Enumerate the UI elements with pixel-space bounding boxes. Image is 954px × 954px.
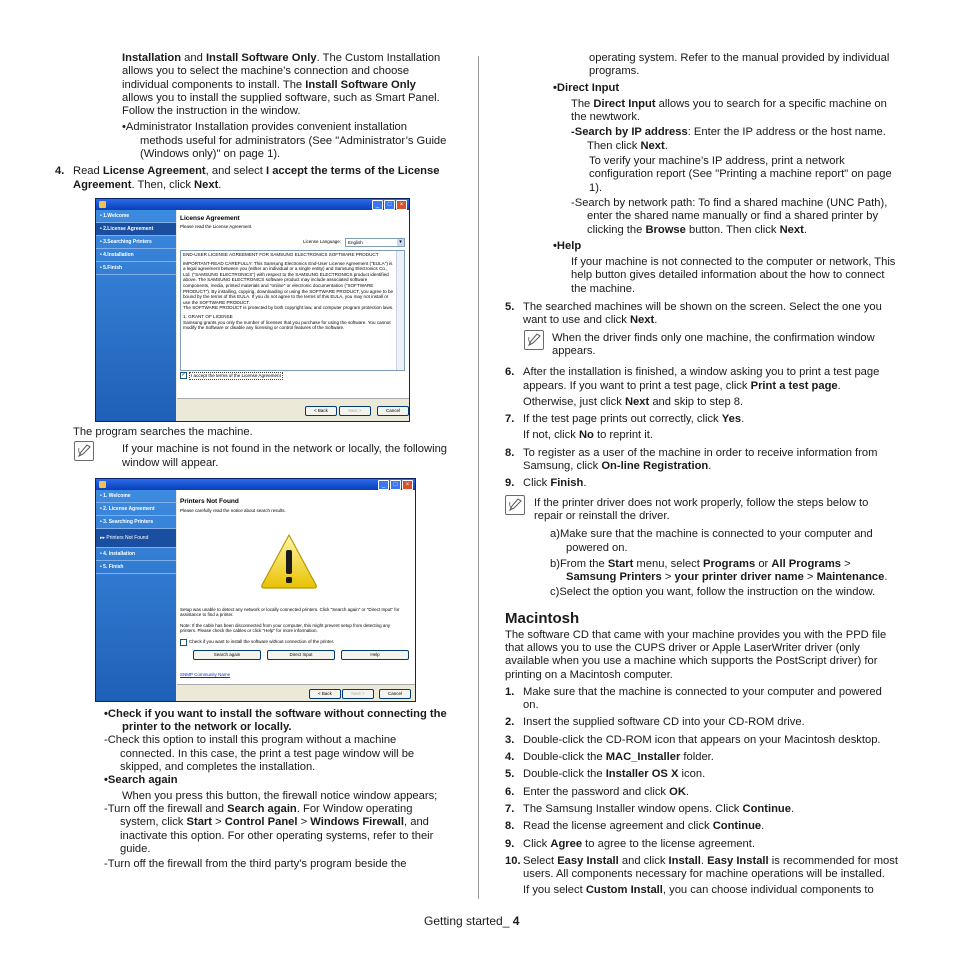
cancel-button[interactable]: Cancel	[377, 406, 409, 416]
mac-step-4: 4. Double-click the MAC_Installer folder.	[505, 751, 714, 764]
eula-body: IMPORTANT-READ CAREFULLY: This Samsung Electronics End-User License Agreement ("EULA") is a legal agreement between you (either an individual or a single entity) and Samsung Electronics Co., Ltd. ("SAMSUNG ELECTRONICS") with respect to the SAMSUNG ELECTRONICS product identified above. The SAMSUNG ELECTRONICS software product may include associated software components, media, printed materials and "online" or electronic documentation ("SOFTWARE PRODUCT"). By installing, copying, downloading or using the SOFTWARE PRODUCT, you agree to be bound by the terms of this EULA. If you do not agree to the terms of this EULA, you may not install or use the SOFTWARE PRODUCT.	[183, 260, 394, 305]
help-desc: If your machine is not connected to the computer or network, This help button gives detailed information about the how to connect the machine.	[571, 256, 896, 295]
eula-scrollbar[interactable]	[396, 251, 404, 370]
mac-step-7: 7. The Samsung Installer window opens. Click Continue.	[505, 802, 795, 815]
back-button-2[interactable]: < Back	[309, 689, 341, 699]
back-button[interactable]: < Back	[305, 406, 337, 416]
install-without-connect-label: Check if you want to install the software without connection of the printer.	[189, 639, 335, 645]
license-agreement-window	[95, 198, 410, 422]
next-button[interactable]: Next >	[339, 406, 371, 416]
mac-step-3: 3. Double-click the CD-ROM icon that appears on your Macintosh desktop.	[505, 733, 881, 746]
window-button-bar	[177, 398, 409, 421]
page-number: 4	[509, 914, 520, 928]
warning-icon	[259, 532, 319, 590]
maximize-icon-2[interactable]: □	[390, 480, 401, 490]
step-6: 6. After the installation is finished, a window asking you to print a test page appears. If you want to print a test page, click Print a test page. Otherwise, just click Next and skip to step 8.	[505, 366, 880, 408]
panel-title: License Agreement	[180, 214, 240, 222]
page-footer	[424, 915, 519, 928]
direct-input-bullet: •Direct Input	[553, 81, 620, 94]
eula-textbox[interactable]	[180, 250, 405, 371]
footer-section-label: Getting started_	[424, 914, 510, 928]
admin-install-bullet: •Administrator Installation provides convenient installation methods useful for administrators (See "Administrator’s Guide (Windows only)" on page 1).	[122, 121, 447, 161]
os-continued-text: operating system. Refer to the manual provided by individual programs.	[589, 52, 890, 78]
minimize-icon[interactable]: _	[372, 200, 383, 210]
sidebar-step-not-found: ▸▸ Printers Not Found	[96, 529, 176, 548]
printers-not-found-window	[95, 478, 416, 702]
check-option-desc: -Check this option to install this program without a machine connected. In this case, the print a test page window will be skipped, and completes the installation.	[104, 734, 415, 774]
search-by-ip: -Search by IP address: Enter the IP address or the host name. Then click Next.	[571, 126, 886, 152]
chevron-down-icon[interactable]: ▾	[397, 239, 404, 246]
search-by-network-path: -Search by network path: To find a shared machine (UNC Path), enter the shared name manually or find a shared printer by clicking the Browse button. Then click Next.	[571, 196, 888, 236]
direct-input-desc: The Direct Input allows you to search for a specific machine on the newtwork.	[571, 97, 887, 124]
not-found-main-panel	[177, 490, 415, 701]
panel-subtitle-2: Please carefully read the notice about search results.	[180, 507, 286, 513]
sidebar-step-license-2: • 2. License Agreement	[96, 503, 176, 516]
repair-step-b: b)From the Start menu, select Programs or All Programs > Samsung Printers > your printer driver name > Maintenance.	[550, 557, 888, 584]
firewall-step-1: -Turn off the firewall and Search again. For Window operating system, click Start > Control Panel > Windows Firewall, and inactivate this option. For other operating systems, refer to their guide.	[104, 802, 434, 855]
column-divider	[478, 56, 479, 899]
sidebar-step-license: • 2.License Agreement	[96, 223, 176, 236]
note-not-found	[55, 443, 450, 470]
mac-step-2: 2. Insert the supplied software CD into your CD-ROM drive.	[505, 716, 805, 729]
verify-ip-text: To verify your machine’s IP address, print a network configuration report (See "Printing a machine report" on page 1).	[589, 155, 892, 194]
minimize-icon-2[interactable]: _	[378, 480, 389, 490]
next-button-2[interactable]: Next >	[342, 689, 374, 699]
left-column	[55, 52, 450, 871]
help-button[interactable]: Help	[341, 650, 409, 660]
close-icon[interactable]: ×	[396, 200, 407, 210]
macintosh-heading: Macintosh	[505, 609, 580, 627]
cable-note: Note: If the cable has been disconnected from your computer, this might prevent setup from detecting any printers. Please check the cables or click "Help" for more information.	[180, 622, 391, 634]
note-pencil-icon-3	[505, 495, 525, 515]
cancel-button-2[interactable]: Cancel	[379, 689, 411, 699]
close-icon-2[interactable]: ×	[402, 480, 413, 490]
accept-label: I accept the terms of the License Agreement	[191, 372, 281, 378]
sidebar-step-searching-2: • 3. Searching Printers	[96, 516, 176, 529]
grant-body: Samsung grants you only the number of licenses that you purchase for using the software. You cannot modify the Software or disable any licensing or control features of the Software.	[183, 319, 391, 331]
panel-subtitle: Please read the License Agreement.	[180, 223, 253, 229]
note-repair-text: If the printer driver does not work properly, follow the steps below to repair or reinstall the driver.	[534, 496, 869, 522]
panel-title-2: Printers Not Found	[180, 497, 239, 505]
mac-step-5: 5. Double-click the Installer OS X icon.	[505, 768, 706, 781]
step-4: 4. Read License Agreement, and select I accept the terms of the License Agreement. Then, click Next.	[55, 165, 440, 191]
search-again-desc: When you press this button, the firewall notice window appears;	[122, 789, 438, 802]
not-found-message: Setup was unable to detect any network or locally connected printers. Click "Search again" or "Direct Input" for assistance to find a printer.	[180, 606, 400, 618]
mac-step-1: 1. Make sure that the machine is connected to your computer and powered on.	[505, 685, 882, 712]
mac-step-10: 10. Select Easy Install and click Install. Easy Install is recommended for most users. All components necessary for machine operations will be installed. If you select Custom Install, you can choose individual components to	[505, 854, 898, 897]
accept-row	[180, 372, 283, 380]
install-steps-sidebar-2	[96, 490, 176, 701]
sidebar-step-finish: • 5.Finish	[96, 262, 176, 275]
step-5: 5. The searched machines will be shown on the screen. Select the one you want to use and click Next.	[505, 301, 882, 327]
app-icon-2	[99, 481, 106, 488]
mac-step-8: 8. Read the license agreement and click Continue.	[505, 820, 765, 833]
direct-input-button[interactable]: Direct Input	[267, 650, 335, 660]
note-one-machine	[505, 332, 898, 359]
eula-heading: END-USER LICENSE AGREEMENT FOR SAMSUNG ELECTRONICS SOFTWARE PRODUCT	[183, 251, 379, 257]
step-7: 7. If the test page prints out correctly, click Yes. If not, click No to reprint it.	[505, 413, 745, 442]
firewall-step-2: -Turn off the firewall from the third party's program beside the	[104, 858, 407, 871]
right-column	[505, 52, 898, 901]
sidebar-step-welcome: • 1.Welcome	[96, 210, 176, 223]
sidebar-step-installation: • 4.Installation	[96, 249, 176, 262]
grant-heading: 1. GRANT OF LICENSE	[183, 313, 233, 319]
note-repair-driver	[505, 497, 898, 600]
note-pencil-icon	[74, 441, 94, 461]
language-row	[303, 238, 405, 247]
note-not-found-text: If your machine is not found in the network or locally, the following window will appear.	[122, 443, 448, 469]
window-titlebar	[96, 199, 409, 210]
language-label: License Language:	[302, 239, 341, 245]
app-icon	[99, 201, 106, 208]
search-again-bullet: •Search again	[104, 774, 178, 787]
license-main-panel	[177, 210, 409, 421]
install-steps-sidebar	[96, 210, 176, 421]
step-8: 8. To register as a user of the machine in order to receive information from Samsung, click On-line Registration.	[505, 446, 878, 473]
mac-step-6: 6. Enter the password and click OK.	[505, 785, 690, 798]
note-pencil-icon-2	[524, 330, 544, 350]
maximize-icon[interactable]: □	[384, 200, 395, 210]
snmp-community-link[interactable]: SNMP Community Name	[180, 671, 231, 677]
macintosh-intro: The software CD that came with your machine provides you with the PPD file that allows you to use the CUPS driver or Apple LaserWriter driver (only available when you use a machine which supports the PostScript driver) for printing on a Macintosh computer.	[505, 628, 887, 681]
repair-step-a: a)Make sure that the machine is connected to your computer and powered on.	[550, 528, 873, 554]
language-value: English	[348, 239, 363, 245]
accept-checkbox[interactable]: ✓	[181, 372, 186, 379]
sidebar-step-searching: • 3.Searching Printers	[96, 236, 176, 249]
eula-body-2: The SOFTWARE PRODUCT is protected by both copyright law, and computer program protection laws.	[183, 305, 394, 311]
note-one-machine-text: When the driver finds only one machine, the confirmation window appears.	[552, 331, 875, 357]
mac-step-9: 9. Click Agree to agree to the license agreement.	[505, 837, 755, 850]
custom-install-paragraph: Installation and Install Software Only. The Custom Installation allows you to select the machine’s connection and choose individual components to install. The Install Software Only allows you to install the supplied software, such as Smart Panel. Follow the instruction in the window.	[122, 52, 441, 118]
help-bullet: •Help	[553, 239, 582, 252]
install-without-connect-checkbox[interactable]	[180, 639, 187, 646]
install-without-connect-row	[180, 639, 334, 646]
step-9: 9. Click Finish.	[505, 477, 587, 490]
search-again-button[interactable]: Search again	[193, 650, 261, 660]
language-select[interactable]	[345, 238, 405, 247]
sidebar-step-finish-2: • 5. Finish	[96, 561, 176, 574]
program-searches-text: The program searches the machine.	[73, 425, 253, 438]
window-button-bar-2	[177, 684, 415, 701]
check-option-bullet: •Check if you want to install the software without connecting the printer to the network or locally.	[104, 707, 447, 734]
repair-step-c: c)Select the option you want, follow the instruction on the window.	[550, 586, 876, 599]
sidebar-step-welcome-2: • 1. Welcome	[96, 490, 176, 503]
window-titlebar-2	[96, 479, 415, 490]
sidebar-step-installation-2: • 4. Installation	[96, 548, 176, 561]
